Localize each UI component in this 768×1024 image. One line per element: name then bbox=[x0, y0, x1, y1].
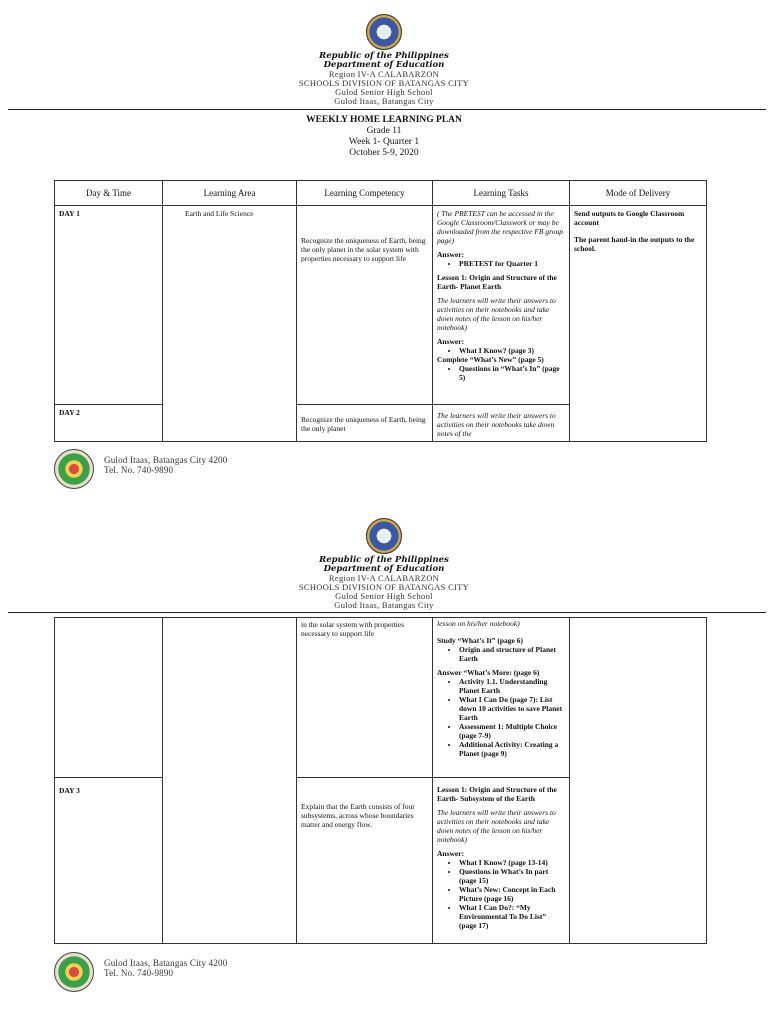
learners-note-3: The learners will write their answers to activities on their notebooks and take down notes of the lesson on his/her notebook) bbox=[437, 808, 556, 844]
lesson-on-notebook: lesson on his/her notebook) bbox=[437, 619, 520, 628]
letterhead bbox=[0, 52, 768, 106]
header-republic: Republic of the Philippines bbox=[319, 555, 449, 565]
list-item: • Additional Activity: Creating a Planet (page 9) bbox=[459, 740, 565, 758]
list-item: • What I Know? (page 13-14) bbox=[459, 858, 565, 867]
day-1-cell: DAY 1 bbox=[55, 206, 163, 405]
learners-note-2: The learners will write their answers to activities on their notebooks take down notes of the bbox=[437, 411, 556, 438]
table-header-row bbox=[55, 181, 707, 206]
lesson-title-3: Lesson 1: Origin and Structure of the Earth- Subsystem of the Earth bbox=[437, 785, 557, 803]
table-row bbox=[55, 618, 707, 778]
header-department: Department of Education bbox=[323, 60, 445, 70]
list-item: • What I Can Do?: “My Environmental To Do List” (page 17) bbox=[459, 903, 565, 930]
answer-label: Answer: bbox=[437, 250, 465, 259]
plan-title-main: WEEKLY HOME LEARNING PLAN bbox=[306, 115, 462, 125]
header-region: Region IV-A CALABARZON bbox=[328, 69, 440, 79]
footer-tel: Tel. No. 740-9890 bbox=[104, 465, 174, 475]
list-item: • Origin and structure of Planet Earth bbox=[459, 645, 565, 663]
header-school: Gulod Senior High School bbox=[335, 591, 433, 601]
footer-address bbox=[104, 455, 227, 475]
mode-of-delivery-cell bbox=[570, 206, 707, 442]
answer-label-3: Answer: bbox=[437, 849, 465, 858]
col-learning-competency: Learning Competency bbox=[297, 181, 433, 206]
header-address: Gulod Itaas, Batangas City bbox=[334, 96, 434, 106]
competency-text-2-cont: in the solar system with properties necessary to support life bbox=[301, 620, 405, 638]
header-divider bbox=[8, 109, 766, 110]
header-republic: Republic of the Philippines bbox=[319, 51, 449, 61]
mode-text-2: The parent hand-in the outputs to the school. bbox=[574, 235, 695, 253]
list-item: • What’s New: Concept in Each Picture (page 16) bbox=[459, 885, 565, 903]
tasks-list-1 bbox=[437, 346, 565, 355]
competency-text-1: Recognize the uniqueness of Earth, being the only planet in the solar system with properties necessary to support life bbox=[301, 236, 426, 263]
col-learning-tasks: Learning Tasks bbox=[433, 181, 570, 206]
footer-address-line: Gulod Itaas, Batangas City 4200 bbox=[104, 958, 228, 968]
tasks-cell-3 bbox=[433, 778, 570, 944]
learners-note-1: The learners will write their answers to activities on their notebooks and take down notes of the lesson on his/her notebook) bbox=[437, 296, 556, 332]
plan-title bbox=[0, 115, 768, 159]
learning-area-text: Earth and Life Science bbox=[185, 209, 254, 218]
learning-plan-table bbox=[54, 180, 707, 442]
pretest-list bbox=[437, 259, 565, 268]
day-cell-empty bbox=[55, 618, 163, 778]
complete-text: Complete “What’s New” (page 5) bbox=[437, 355, 544, 364]
learning-area-cell-continued bbox=[163, 618, 297, 944]
footer-address-line: Gulod Itaas, Batangas City 4200 bbox=[104, 455, 228, 465]
list-item: • What I Know? (page 3) bbox=[459, 346, 565, 355]
competency-cell-2 bbox=[297, 405, 433, 442]
list-item: • Questions in “What’s In” (page 5) bbox=[459, 364, 565, 382]
header-department: Department of Education bbox=[323, 564, 445, 574]
col-day-time: Day & Time bbox=[55, 181, 163, 206]
footer-tel: Tel. No. 740-9890 bbox=[104, 968, 174, 978]
footer-2 bbox=[54, 952, 354, 992]
competency-text-2: Recognize the uniqueness of Earth, being the only planet bbox=[301, 415, 426, 433]
answer-more-text: Answer “What’s More: (page 6) bbox=[437, 668, 540, 677]
study-list bbox=[437, 645, 565, 663]
plan-dates: October 5-9, 2020 bbox=[349, 148, 419, 158]
deped-seal-icon bbox=[366, 518, 402, 554]
plan-week: Week 1- Quarter 1 bbox=[348, 137, 420, 147]
lesson-title-1: Lesson 1: Origin and Structure of the Earth- Planet Earth bbox=[437, 273, 557, 291]
header-school: Gulod Senior High School bbox=[335, 87, 433, 97]
header-divider bbox=[8, 612, 766, 613]
list-item: • What I Can Do (page 7): List down 10 activities to save Planet Earth bbox=[459, 695, 565, 722]
school-logo-icon bbox=[54, 449, 94, 489]
learning-area-cell bbox=[163, 206, 297, 442]
list-item: • PRETEST for Quarter 1 bbox=[459, 259, 565, 268]
competency-cell-3 bbox=[297, 778, 433, 944]
header-address: Gulod Itaas, Batangas City bbox=[334, 600, 434, 610]
competency-text-3: Explain that the Earth consists of four subsystems, across whose boundaries matter and energy flow. bbox=[301, 802, 415, 829]
day-3-cell: DAY 3 bbox=[55, 778, 163, 944]
study-text: Study “What’s It” (page 6) bbox=[437, 636, 523, 645]
footer-1 bbox=[54, 449, 354, 489]
school-logo-icon bbox=[54, 952, 94, 992]
list-item: • Activity 1.1. Understanding Planet Earth bbox=[459, 677, 565, 695]
tasks-list-2 bbox=[437, 364, 565, 382]
tasks-cell-1 bbox=[433, 206, 570, 405]
day-2-cell: DAY 2 bbox=[55, 405, 163, 442]
tasks-list-3 bbox=[437, 858, 565, 930]
header-division: SCHOOLS DIVISION OF BATANGAS CITY bbox=[298, 582, 470, 592]
list-item: • Assessment 1: Multiple Choice (page 7-9) bbox=[459, 722, 565, 740]
plan-grade: Grade 11 bbox=[366, 126, 402, 136]
col-learning-area: Learning Area bbox=[163, 181, 297, 206]
mode-text-1: Send outputs to Google Classroom account bbox=[574, 209, 685, 227]
mode-of-delivery-cell-continued bbox=[570, 618, 707, 944]
table-row bbox=[55, 206, 707, 405]
footer-address bbox=[104, 958, 227, 978]
tasks-cell-2 bbox=[433, 405, 570, 442]
header-region: Region IV-A CALABARZON bbox=[328, 573, 440, 583]
competency-cell-1 bbox=[297, 206, 433, 405]
more-list bbox=[437, 677, 565, 758]
letterhead bbox=[0, 556, 768, 610]
competency-cell-2-continued bbox=[297, 618, 433, 778]
learning-plan-table-continued bbox=[54, 617, 707, 944]
header-division: SCHOOLS DIVISION OF BATANGAS CITY bbox=[298, 78, 470, 88]
tasks-cell-2-continued bbox=[433, 618, 570, 778]
col-mode-of-delivery: Mode of Delivery bbox=[570, 181, 707, 206]
answer-label-2: Answer: bbox=[437, 337, 465, 346]
list-item: • Questions in What’s In part (page 15) bbox=[459, 867, 565, 885]
pretest-note: ( The PRETEST can be accessed in the Google Classroom/Classwork or may be downloaded from the respective FB group page) bbox=[437, 209, 564, 245]
deped-seal-icon bbox=[366, 14, 402, 50]
